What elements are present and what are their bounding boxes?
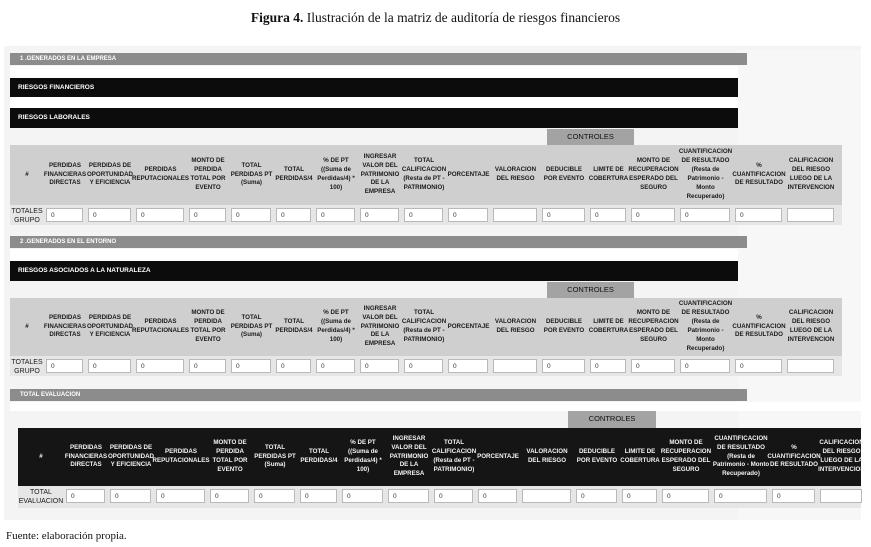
row-label: TOTALES GRUPO bbox=[11, 359, 43, 375]
controls-label-1: CONTROLES bbox=[547, 129, 634, 145]
value-cell[interactable]: 0 bbox=[680, 208, 730, 222]
totals-row-1 bbox=[10, 205, 842, 225]
value-cell[interactable]: 0 bbox=[66, 489, 105, 503]
column-header: VALORACION DEL RIESGO bbox=[494, 318, 537, 334]
value-cell[interactable]: 0 bbox=[735, 359, 782, 373]
column-header: VALORACION DEL RIESGO bbox=[494, 166, 537, 182]
value-cell[interactable]: 0 bbox=[189, 208, 226, 222]
value-cell[interactable]: 0 bbox=[46, 359, 83, 373]
value-cell[interactable]: 0 bbox=[404, 208, 443, 222]
column-header: PERDIDAS REPUTACIONALES bbox=[132, 318, 189, 334]
column-header: LIMITE DE COBERTURA bbox=[588, 318, 629, 334]
column-header: DEDUCIBLE POR EVENTO bbox=[543, 318, 585, 334]
figure-source: Fuente: elaboración propia. bbox=[6, 530, 127, 542]
value-cell[interactable] bbox=[787, 208, 834, 222]
value-cell[interactable] bbox=[820, 489, 862, 503]
value-cell[interactable]: 0 bbox=[342, 489, 383, 503]
column-header: MONTO DE RECUPERACION ESPERADO DEL SEGURO bbox=[628, 309, 679, 343]
value-cell[interactable]: 0 bbox=[478, 489, 517, 503]
value-cell[interactable]: 0 bbox=[360, 208, 399, 222]
value-cell[interactable]: 0 bbox=[110, 489, 151, 503]
column-header: % CUANTIFICACION DE RESULTADO bbox=[767, 443, 821, 469]
value-cell[interactable]: 0 bbox=[300, 489, 337, 503]
column-header: TOTAL CALIFICACION (Resta de PT - PATRIMONIO) bbox=[401, 157, 447, 191]
section2-title: 2 .GENERADOS EN EL ENTORNO bbox=[10, 236, 747, 248]
value-cell[interactable] bbox=[493, 208, 537, 222]
value-cell[interactable]: 0 bbox=[542, 359, 585, 373]
value-cell[interactable]: 0 bbox=[46, 208, 83, 222]
column-header: % DE PT ((Suma de Perdidas/4) * 100) bbox=[317, 309, 355, 343]
column-header: TOTAL PERDIDAS/4 bbox=[275, 166, 313, 182]
column-header: MONTO DE PERDIDA TOTAL POR EVENTO bbox=[190, 157, 226, 191]
column-header: TOTAL PERDIDAS PT (Suma) bbox=[254, 443, 296, 469]
column-header: PERDIDAS DE OPORTUNIDAD Y EFICIENCIA bbox=[86, 313, 134, 339]
totals-row-2 bbox=[10, 356, 842, 376]
value-cell[interactable]: 0 bbox=[590, 208, 626, 222]
value-cell[interactable]: 0 bbox=[448, 208, 488, 222]
column-header: PORCENTAJE bbox=[447, 322, 490, 330]
column-header: MONTO DE PERDIDA TOTAL POR EVENTO bbox=[190, 309, 226, 343]
column-header: PERDIDAS DE OPORTUNIDAD Y EFICIENCIA bbox=[107, 443, 155, 469]
figure-caption bbox=[0, 10, 871, 26]
value-cell[interactable]: 0 bbox=[136, 208, 184, 222]
column-header: # bbox=[25, 170, 29, 178]
column-header: TOTAL PERDIDAS PT (Suma) bbox=[230, 161, 273, 187]
column-header: LIMITE DE COBERTURA bbox=[588, 166, 629, 182]
column-header: CALIFICACION DEL RIESGO LUEGO DE LA INTERVENCION bbox=[787, 157, 835, 191]
column-header: VALORACION DEL RIESGO bbox=[526, 448, 568, 464]
table-header-3 bbox=[18, 428, 865, 486]
section3-spacer bbox=[10, 402, 861, 411]
value-cell[interactable]: 0 bbox=[631, 359, 675, 373]
column-header: MONTO DE RECUPERACION ESPERADO DEL SEGURO bbox=[628, 157, 679, 191]
value-cell[interactable]: 0 bbox=[388, 489, 429, 503]
column-header: DEDUCIBLE POR EVENTO bbox=[576, 448, 618, 464]
column-header: PERDIDAS FINANCIERAS DIRECTAS bbox=[43, 161, 87, 187]
value-cell[interactable]: 0 bbox=[254, 489, 295, 503]
value-cell[interactable]: 0 bbox=[276, 359, 311, 373]
value-cell[interactable]: 0 bbox=[210, 489, 249, 503]
column-header: MONTO DE PERDIDA TOTAL POR EVENTO bbox=[212, 439, 248, 473]
row-label: TOTALES GRUPO bbox=[11, 208, 43, 224]
column-header: TOTAL CALIFICACION (Resta de PT - PATRIMONIO) bbox=[401, 309, 447, 343]
value-cell[interactable]: 0 bbox=[316, 208, 355, 222]
column-header: TOTAL PERDIDAS/4 bbox=[300, 448, 338, 464]
column-header: INGRESAR VALOR DEL PATRIMONIO DE LA EMPRESA bbox=[360, 152, 400, 196]
value-cell[interactable]: 0 bbox=[434, 489, 473, 503]
section3-title: TOTAL EVALUACION bbox=[10, 389, 747, 401]
column-header: PERDIDAS FINANCIERAS DIRECTAS bbox=[64, 443, 108, 469]
value-cell[interactable]: 0 bbox=[156, 489, 205, 503]
value-cell[interactable]: 0 bbox=[231, 359, 271, 373]
value-cell[interactable]: 0 bbox=[735, 208, 782, 222]
column-header: % CUANTIFICACION DE RESULTADO bbox=[732, 313, 786, 339]
value-cell[interactable] bbox=[522, 489, 571, 503]
column-header: # bbox=[39, 452, 43, 460]
value-cell[interactable]: 0 bbox=[88, 359, 131, 373]
column-header: INGRESAR VALOR DEL PATRIMONIO DE LA EMPRESA bbox=[360, 304, 400, 348]
column-header: LIMITE DE COBERTURA bbox=[620, 448, 660, 464]
column-header: CALIFICACION DEL RIESGO LUEGO DE LA INTERVENCION bbox=[818, 439, 865, 473]
value-cell[interactable]: 0 bbox=[88, 208, 131, 222]
totals-row-3 bbox=[18, 486, 861, 508]
value-cell[interactable]: 0 bbox=[576, 489, 617, 503]
column-header: PERDIDAS FINANCIERAS DIRECTAS bbox=[43, 313, 87, 339]
column-header: TOTAL PERDIDAS PT (Suma) bbox=[230, 313, 273, 339]
column-header: CALIFICACION DEL RIESGO LUEGO DE LA INTERVENCION bbox=[787, 309, 835, 343]
value-cell[interactable]: 0 bbox=[189, 359, 226, 373]
column-header: CUANTIFICACION DE RESULTADO (Resta de Patrimonio - Monto Recuperado) bbox=[678, 300, 733, 352]
value-cell[interactable]: 0 bbox=[680, 359, 730, 373]
column-header: % DE PT ((Suma de Perdidas/4) * 100) bbox=[317, 157, 355, 191]
value-cell[interactable]: 0 bbox=[276, 208, 311, 222]
value-cell[interactable]: 0 bbox=[404, 359, 443, 373]
value-cell[interactable] bbox=[493, 359, 537, 373]
value-cell[interactable]: 0 bbox=[662, 489, 709, 503]
value-cell[interactable]: 0 bbox=[316, 359, 355, 373]
column-header: PORCENTAJE bbox=[477, 452, 519, 460]
figure-title: Ilustración de la matriz de auditoría de riesgos financieros bbox=[306, 10, 621, 25]
column-header: INGRESAR VALOR DEL PATRIMONIO DE LA EMPRESA bbox=[389, 434, 429, 478]
column-header: TOTAL PERDIDAS/4 bbox=[275, 318, 313, 334]
figure-label: Figura 4. bbox=[250, 10, 304, 25]
subsection-riesgos-financieros: RIESGOS FINANCIEROS bbox=[10, 78, 738, 97]
column-header: CUANTIFICACION DE RESULTADO (Resta de Patrimonio - Monto Recuperado) bbox=[678, 148, 733, 200]
value-cell[interactable]: 0 bbox=[448, 359, 488, 373]
table-header-2 bbox=[10, 298, 842, 356]
row-label: TOTAL EVALUACION bbox=[18, 489, 64, 505]
column-header: DEDUCIBLE POR EVENTO bbox=[543, 166, 585, 182]
section1-spacer-2 bbox=[10, 97, 738, 108]
value-cell[interactable]: 0 bbox=[714, 489, 767, 503]
subsection-riesgos-naturaleza: RIESGOS ASOCIADOS A LA NATURALEZA bbox=[10, 261, 738, 281]
value-cell[interactable]: 0 bbox=[136, 359, 184, 373]
section1-spacer bbox=[10, 66, 738, 78]
section2-spacer bbox=[10, 249, 738, 261]
column-header: # bbox=[25, 322, 29, 330]
value-cell[interactable]: 0 bbox=[590, 359, 626, 373]
column-header: % CUANTIFICACION DE RESULTADO bbox=[732, 161, 786, 187]
column-header: CUANTIFICACION DE RESULTADO (Resta de Patrimonio - Monto Recuperado) bbox=[712, 434, 770, 478]
column-header: TOTAL CALIFICACION (Resta de PT - PATRIMONIO) bbox=[431, 439, 477, 473]
section1-title: 1 .GENERADOS EN LA EMPRESA bbox=[10, 53, 747, 65]
controls-label-2: CONTROLES bbox=[547, 282, 634, 298]
controls-label-3: CONTROLES bbox=[568, 411, 656, 428]
table-header-1 bbox=[10, 145, 842, 205]
column-header: PERDIDAS DE OPORTUNIDAD Y EFICIENCIA bbox=[86, 161, 134, 187]
column-header: MONTO DE RECUPERACION ESPERADO DEL SEGURO bbox=[660, 439, 712, 473]
value-cell[interactable]: 0 bbox=[360, 359, 399, 373]
value-cell[interactable]: 0 bbox=[772, 489, 815, 503]
column-header: PERDIDAS REPUTACIONALES bbox=[132, 166, 189, 182]
value-cell[interactable] bbox=[787, 359, 834, 373]
subsection-riesgos-laborales: RIESGOS LABORALES bbox=[10, 108, 738, 128]
value-cell[interactable]: 0 bbox=[622, 489, 657, 503]
value-cell[interactable]: 0 bbox=[542, 208, 585, 222]
column-header: % DE PT ((Suma de Perdidas/4) * 100) bbox=[344, 439, 382, 473]
value-cell[interactable]: 0 bbox=[631, 208, 675, 222]
column-header: PORCENTAJE bbox=[447, 170, 490, 178]
value-cell[interactable]: 0 bbox=[231, 208, 271, 222]
column-header: PERDIDAS REPUTACIONALES bbox=[152, 448, 210, 464]
